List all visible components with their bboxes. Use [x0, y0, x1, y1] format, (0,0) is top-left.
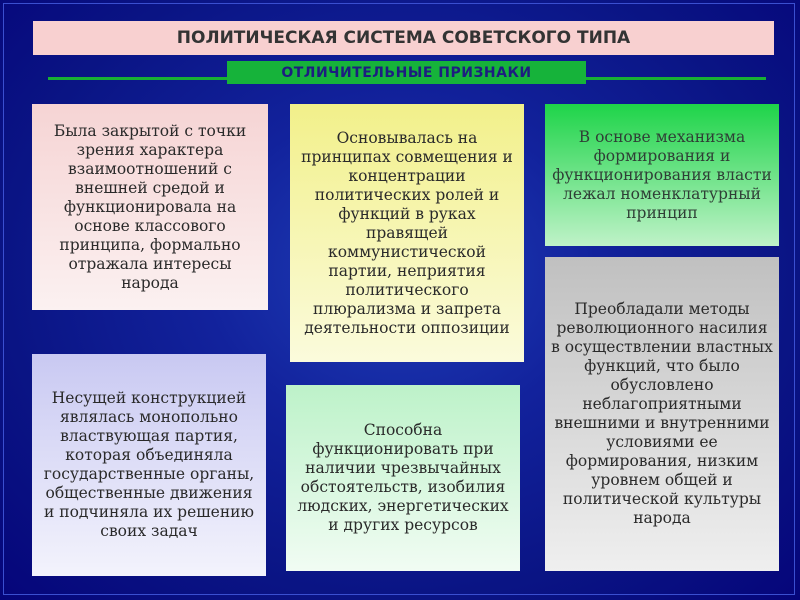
feature-box-text: Способна функционировать при наличии чрезвычайных обстоятельств, изобилия людских, энергетических и других ресурсов [297, 421, 509, 534]
slide-title: ПОЛИТИЧЕСКАЯ СИСТЕМА СОВЕТСКОГО ТИПА [33, 21, 774, 55]
feature-box-party-monopoly [32, 354, 266, 576]
feature-box-power-concentration [290, 104, 524, 362]
feature-box-text: Преобладали методы революционного насилия в осуществлении властных функций, что было обусловлено неблагоприятными внешними и внутренними условиями ее формирования, низким уровнем общей и политической культуры народа [551, 300, 773, 527]
feature-box-emergency-functioning [286, 385, 520, 571]
feature-box-nomenklatura [545, 104, 779, 246]
slide-subtitle: ОТЛИЧИТЕЛЬНЫЕ ПРИЗНАКИ [227, 61, 586, 84]
feature-box-text: Основывалась на принципах совмещения и концентрации политических ролей и функций в руках правящей коммунистической партии, неприятия политического плюрализма и запрета деятельности оппозиции [301, 128, 513, 337]
feature-box-text: Была закрытой с точки зрения характера взаимоотношений с внешней средой и функционировала на основе классового принципа, формально отражала интересы народа [53, 121, 247, 292]
feature-box-text: Несущей конструкцией являлась монопольно властвующая партия, которая объединяла государственные органы, общественные движения и подчиняла их решению своих задач [43, 389, 255, 540]
feature-box-closed-system [32, 104, 268, 310]
feature-box-revolutionary-violence [545, 257, 779, 571]
feature-box-text: В основе механизма формирования и функционирования власти лежал номенклатурный принцип [552, 127, 772, 222]
